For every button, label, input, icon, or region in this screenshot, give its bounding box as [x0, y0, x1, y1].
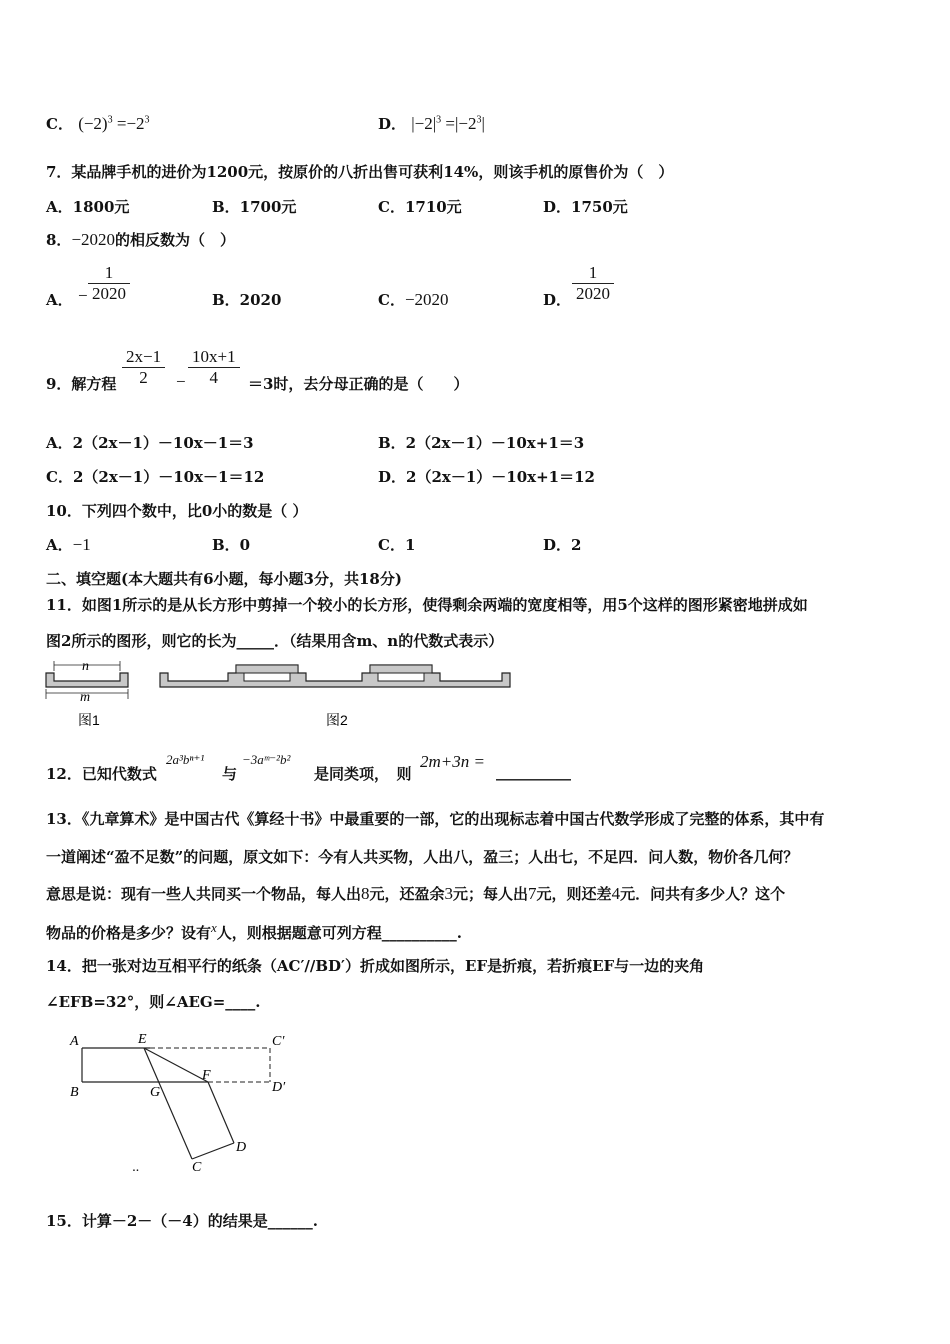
q9-fraction-2: 10x+1 4 — [188, 347, 240, 388]
q8-option-d-fraction: 1 2020 — [572, 263, 614, 304]
q12-expr-3: 2m+3n = — [420, 752, 485, 771]
q13-line-3: 意思是说：现有一些人共同买一个物品，每人出8元，还盈余3元；每人出7元，则还差4元．问共有多少人？这个 — [46, 884, 786, 903]
q14-label-F: F — [202, 1068, 211, 1083]
q14-label-C: C — [192, 1160, 202, 1175]
q9-minus: − — [176, 372, 186, 391]
q13-line-1: 13．《九章算术》是中国古代《算经十书》中最重要的一部，它的出现标志着中国古代数学形成了完整的体系，其中有 — [46, 810, 825, 828]
q11-label-n: n — [82, 659, 89, 674]
q13-line-2: 一道阐述“盈不足数”的问题，原文如下：今有人共买物，人出八，盈三；人出七，不足四．问人数，物价各几何？ — [46, 848, 799, 866]
q8-option-b: B．2020 — [212, 291, 282, 309]
q14-line-1: 14．把一张对边互相平行的纸条（AC′//BD′）折成如图所示，EF是折痕，若折痕EF与一边的夹角 — [46, 957, 705, 975]
q8-stem: 8．−2020的相反数为（ ） — [46, 230, 236, 249]
q8-option-a-label: A． — [46, 291, 73, 309]
q6-option-d-label: D． — [378, 115, 407, 133]
section-header-fill-in: 二、填空题(本大题共有6小题，每小题3分，共18分) — [46, 570, 402, 588]
q14-label-E: E — [138, 1032, 147, 1047]
q10-stem: 10．下列四个数中，比0小的数是（ ） — [46, 502, 308, 520]
q10-option-b: B．0 — [212, 536, 251, 554]
q13-line-4: 物品的价格是多少？设有x人，则根据题意可列方程__________. — [46, 920, 463, 942]
q11-figure-2 — [160, 665, 510, 728]
q12-answer-blank[interactable]: __________ — [496, 763, 571, 781]
q7-option-a: A．1800元 — [46, 198, 130, 216]
q14-label-A: A — [70, 1034, 79, 1049]
q9-option-b: B．2（2x－1）－10x+1＝3 — [378, 434, 585, 452]
q9-option-d: D．2（2x－1）－10x+1＝12 — [378, 468, 595, 486]
q14-label-D-prime: D′ — [272, 1080, 286, 1095]
q6-option-c-label: C． — [46, 115, 73, 133]
q12-mid: 与 — [222, 765, 238, 783]
q8-option-c: C．−2020 — [378, 290, 449, 309]
q14-label-C-prime: C′ — [272, 1034, 285, 1049]
q9-fraction-1: 2x−1 2 — [122, 347, 165, 388]
q10-option-c: C．1 — [378, 536, 416, 554]
q6-option-c-expr: $(-2)^3 =-2^3$ — [78, 114, 150, 133]
q14-label-B: B — [70, 1085, 79, 1100]
q8-expr: −2020 — [71, 230, 116, 249]
q9-option-a: A．2（2x－1）－10x－1＝3 — [46, 434, 254, 452]
q6-option-d-expr: $|-2|^3 =|-2^3|$ — [411, 114, 485, 133]
q12-expr-1: 2a³bⁿ⁺¹ — [166, 752, 205, 767]
q12-suffix: 是同类项， 则 — [314, 765, 412, 783]
q8-option-a-sign: − — [78, 286, 88, 305]
q14-label-G: G — [150, 1085, 161, 1100]
q6-option-c — [46, 113, 150, 134]
q14-label-D: D — [236, 1140, 247, 1155]
q11-line-1: 11．如图1所示的是从长方形中剪掉一个较小的长方形，使得剩余两端的宽度相等，用5个这样的图形紧密地拼成如 — [46, 596, 808, 614]
q7-stem: 7．某品牌手机的进价为1200元，按原价的八折出售可获利14%，则该手机的原售价为（ ） — [46, 163, 674, 181]
q10-option-a: A．−1 — [46, 535, 91, 554]
q11-figures — [40, 655, 520, 735]
q7-option-b: B．1700元 — [212, 198, 297, 216]
q9-suffix: ＝3时，去分母正确的是（ ） — [248, 375, 469, 393]
q7-option-d: D．1750元 — [543, 198, 628, 216]
q14-dots: ·· — [132, 1164, 139, 1179]
q9-prefix: 9．解方程 — [46, 375, 117, 393]
q11-fig1-caption: 图1 — [78, 712, 100, 728]
q12-prefix: 12．已知代数式 — [46, 765, 157, 783]
q7-option-c: C．1710元 — [378, 198, 462, 216]
q10-option-d: D．2 — [543, 536, 582, 554]
q6-option-d — [378, 113, 485, 134]
q14-figure — [60, 1025, 300, 1185]
q11-figure-1 — [46, 659, 128, 728]
q11-fig2-caption: 图2 — [326, 712, 348, 728]
q8-option-a-fraction: 1 2020 — [88, 263, 130, 304]
q11-label-m: m — [80, 690, 91, 705]
q11-line-2: 图2所示的图形，则它的长为_____．（结果用含m、n的代数式表示） — [46, 632, 504, 650]
q8-option-d-label: D． — [543, 291, 572, 309]
q9-option-c: C．2（2x－1）－10x－1＝12 — [46, 468, 265, 486]
q12-expr-2: −3aᵐ⁻²b² — [242, 752, 291, 767]
q15-stem: 15．计算－2－（－4）的结果是______. — [46, 1212, 318, 1230]
q14-line-2: ∠EFB=32°，则∠AEG=____. — [46, 993, 261, 1011]
